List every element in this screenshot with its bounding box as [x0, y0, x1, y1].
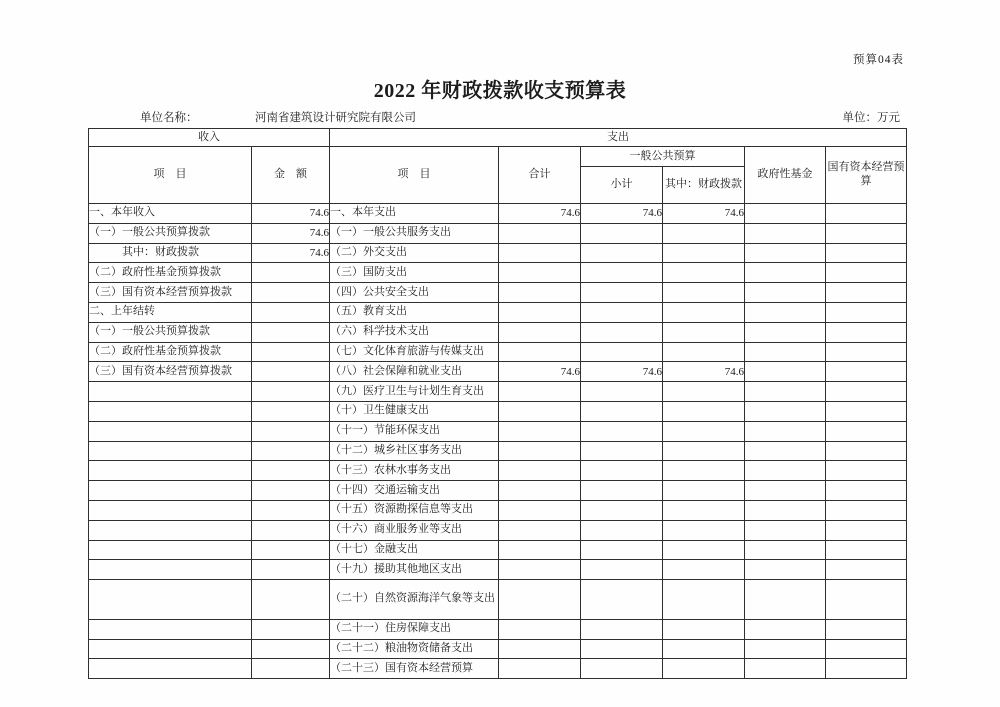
income-amount-cell — [252, 481, 330, 501]
state-capital-cell — [826, 263, 907, 283]
state-capital-cell — [826, 223, 907, 243]
table-row — [89, 322, 907, 342]
income-amount-cell — [252, 322, 330, 342]
fiscal-cell — [663, 481, 745, 501]
income-item-cell — [89, 619, 252, 639]
income-item-cell: （二）政府性基金预算拨款 — [89, 263, 252, 283]
subtotal-cell: 74.6 — [581, 204, 663, 224]
subtotal-cell — [581, 263, 663, 283]
gov-fund-cell — [745, 382, 826, 402]
subtotal-cell — [581, 223, 663, 243]
table-row — [89, 481, 907, 501]
expense-item-col-header: 项 目 — [330, 147, 499, 204]
table-row — [89, 659, 907, 679]
income-amount-cell: 74.6 — [252, 223, 330, 243]
table-row — [89, 639, 907, 659]
state-capital-cell — [826, 500, 907, 520]
state-capital-cell — [826, 560, 907, 580]
total-cell — [499, 619, 581, 639]
gov-fund-col-header: 政府性基金 — [745, 147, 826, 204]
fiscal-cell — [663, 560, 745, 580]
column-header-row-1 — [89, 147, 907, 167]
total-cell — [499, 401, 581, 421]
income-item-cell: （一）一般公共预算拨款 — [89, 223, 252, 243]
state-capital-cell — [826, 204, 907, 224]
gov-fund-cell — [745, 421, 826, 441]
income-item-cell — [89, 441, 252, 461]
income-item-cell: （三）国有资本经营预算拨款 — [89, 362, 252, 382]
fiscal-cell — [663, 580, 745, 620]
expense-item-cell: （三）国防支出 — [330, 263, 499, 283]
state-capital-cell — [826, 461, 907, 481]
total-cell — [499, 540, 581, 560]
income-item-col-header: 项 目 — [89, 147, 252, 204]
income-item-cell — [89, 401, 252, 421]
subtotal-cell — [581, 520, 663, 540]
fiscal-col-header: 其中：财政拨款 — [663, 167, 745, 204]
gov-fund-cell — [745, 283, 826, 303]
gov-fund-cell — [745, 322, 826, 342]
expense-item-cell: （八）社会保障和就业支出 — [330, 362, 499, 382]
income-item-cell — [89, 639, 252, 659]
total-cell — [499, 283, 581, 303]
expense-item-cell: （七）文化体育旅游与传媒支出 — [330, 342, 499, 362]
fiscal-cell — [663, 461, 745, 481]
state-capital-cell — [826, 302, 907, 322]
table-row — [89, 243, 907, 263]
income-amount-cell: 74.6 — [252, 204, 330, 224]
income-amount-cell — [252, 461, 330, 481]
income-amount-cell — [252, 441, 330, 461]
table-row — [89, 500, 907, 520]
gov-fund-cell — [745, 461, 826, 481]
budget-table — [88, 128, 907, 679]
fiscal-cell: 74.6 — [663, 362, 745, 382]
expense-item-cell: （十）卫生健康支出 — [330, 401, 499, 421]
gov-fund-cell — [745, 481, 826, 501]
gov-fund-cell — [745, 342, 826, 362]
total-cell — [499, 461, 581, 481]
income-amount-cell — [252, 401, 330, 421]
expense-item-cell: （一）一般公共服务支出 — [330, 223, 499, 243]
gov-fund-cell — [745, 204, 826, 224]
subtotal-cell — [581, 302, 663, 322]
subtotal-cell — [581, 580, 663, 620]
subtotal-cell — [581, 540, 663, 560]
state-capital-cell — [826, 322, 907, 342]
income-item-cell — [89, 461, 252, 481]
state-capital-cell — [826, 659, 907, 679]
total-cell — [499, 342, 581, 362]
gov-fund-cell — [745, 302, 826, 322]
total-cell — [499, 243, 581, 263]
fiscal-cell — [663, 639, 745, 659]
general-public-budget-header: 一般公共预算 — [581, 147, 745, 167]
expense-item-cell: （十六）商业服务业等支出 — [330, 520, 499, 540]
fiscal-cell — [663, 500, 745, 520]
page-title: 2022 年财政拨款收支预算表 — [373, 80, 627, 102]
total-cell — [499, 481, 581, 501]
fiscal-cell — [663, 401, 745, 421]
total-cell — [499, 223, 581, 243]
fiscal-cell — [663, 659, 745, 679]
gov-fund-cell — [745, 639, 826, 659]
expense-section-header: 支出 — [330, 129, 907, 147]
income-amount-cell — [252, 421, 330, 441]
income-amount-cell — [252, 500, 330, 520]
total-cell — [499, 500, 581, 520]
table-row — [89, 461, 907, 481]
income-item-cell — [89, 382, 252, 402]
income-amount-cell: 74.6 — [252, 243, 330, 263]
subtotal-cell — [581, 401, 663, 421]
unit-of-measure-label: 单位：万元 — [842, 112, 900, 124]
gov-fund-cell — [745, 540, 826, 560]
total-cell: 74.6 — [499, 362, 581, 382]
meta-row — [0, 109, 1000, 125]
state-capital-cell — [826, 421, 907, 441]
income-item-cell — [89, 520, 252, 540]
fiscal-cell — [663, 421, 745, 441]
income-item-cell: （二）政府性基金预算拨款 — [89, 342, 252, 362]
fiscal-cell — [663, 520, 745, 540]
income-item-cell: 二、上年结转 — [89, 302, 252, 322]
expense-item-cell: （四）公共安全支出 — [330, 283, 499, 303]
gov-fund-cell — [745, 520, 826, 540]
state-capital-cell — [826, 362, 907, 382]
subtotal-cell — [581, 322, 663, 342]
subtotal-cell — [581, 560, 663, 580]
income-item-cell — [89, 580, 252, 620]
income-amount-cell — [252, 619, 330, 639]
total-cell — [499, 520, 581, 540]
gov-fund-cell — [745, 560, 826, 580]
state-capital-cell — [826, 520, 907, 540]
fiscal-cell — [663, 302, 745, 322]
income-amount-cell — [252, 540, 330, 560]
table-row — [89, 520, 907, 540]
gov-fund-cell — [745, 659, 826, 679]
income-item-cell — [89, 659, 252, 679]
income-amount-cell — [252, 342, 330, 362]
subtotal-cell — [581, 619, 663, 639]
fiscal-cell — [663, 263, 745, 283]
income-item-cell — [89, 421, 252, 441]
income-amount-cell — [252, 580, 330, 620]
expense-item-cell: （二十三）国有资本经营预算 — [330, 659, 499, 679]
fiscal-cell — [663, 322, 745, 342]
expense-item-cell: （二十一）住房保障支出 — [330, 619, 499, 639]
subtotal-cell — [581, 461, 663, 481]
total-cell — [499, 441, 581, 461]
expense-item-cell: （五）教育支出 — [330, 302, 499, 322]
fiscal-cell — [663, 540, 745, 560]
gov-fund-cell — [745, 580, 826, 620]
state-capital-cell — [826, 580, 907, 620]
expense-item-cell: （六）科学技术支出 — [330, 322, 499, 342]
subtotal-cell — [581, 659, 663, 679]
state-capital-col-header: 国有资本经营预算 — [826, 147, 907, 204]
state-capital-cell — [826, 441, 907, 461]
income-item-cell — [89, 481, 252, 501]
section-header-row — [89, 129, 907, 147]
subtotal-cell — [581, 639, 663, 659]
income-amount-cell — [252, 639, 330, 659]
fiscal-cell — [663, 243, 745, 263]
fiscal-cell — [663, 441, 745, 461]
income-item-cell: （一）一般公共预算拨款 — [89, 322, 252, 342]
gov-fund-cell — [745, 243, 826, 263]
subtotal-cell — [581, 283, 663, 303]
income-item-cell — [89, 540, 252, 560]
total-cell — [499, 560, 581, 580]
expense-item-cell: （十二）城乡社区事务支出 — [330, 441, 499, 461]
subtotal-cell: 74.6 — [581, 362, 663, 382]
state-capital-cell — [826, 243, 907, 263]
fiscal-cell — [663, 342, 745, 362]
fiscal-cell — [663, 382, 745, 402]
budget-table-body — [89, 204, 907, 679]
state-capital-cell — [826, 382, 907, 402]
subtotal-cell — [581, 342, 663, 362]
table-tag: 预算04表 — [853, 54, 904, 66]
unit-name-label: 单位名称： — [140, 112, 198, 124]
fiscal-cell: 74.6 — [663, 204, 745, 224]
state-capital-cell — [826, 540, 907, 560]
table-row — [89, 580, 907, 620]
table-row — [89, 401, 907, 421]
income-amount-cell — [252, 382, 330, 402]
expense-item-cell: （十一）节能环保支出 — [330, 421, 499, 441]
expense-item-cell: （十七）金融支出 — [330, 540, 499, 560]
subtotal-cell — [581, 500, 663, 520]
table-row — [89, 382, 907, 402]
fiscal-cell — [663, 619, 745, 639]
table-row — [89, 342, 907, 362]
expense-item-cell: 一、本年支出 — [330, 204, 499, 224]
gov-fund-cell — [745, 263, 826, 283]
table-row — [89, 223, 907, 243]
income-amount-cell — [252, 302, 330, 322]
subtotal-cell — [581, 382, 663, 402]
expense-item-cell: （二）外交支出 — [330, 243, 499, 263]
total-cell — [499, 659, 581, 679]
income-section-header: 收入 — [89, 129, 330, 147]
total-cell — [499, 382, 581, 402]
income-amount-cell — [252, 283, 330, 303]
total-cell — [499, 322, 581, 342]
total-col-header: 合计 — [499, 147, 581, 204]
state-capital-cell — [826, 619, 907, 639]
expense-item-cell: （十九）援助其他地区支出 — [330, 560, 499, 580]
subtotal-cell — [581, 243, 663, 263]
table-row — [89, 441, 907, 461]
subtotal-col-header: 小计 — [581, 167, 663, 204]
table-row — [89, 540, 907, 560]
state-capital-cell — [826, 401, 907, 421]
income-amount-cell — [252, 263, 330, 283]
budget-table-header — [89, 129, 907, 204]
gov-fund-cell — [745, 401, 826, 421]
income-item-cell: 其中：财政拨款 — [89, 243, 252, 263]
expense-item-cell: （十五）资源勘探信息等支出 — [330, 500, 499, 520]
income-amount-cell — [252, 520, 330, 540]
gov-fund-cell — [745, 362, 826, 382]
total-cell — [499, 580, 581, 620]
table-row — [89, 560, 907, 580]
table-row — [89, 302, 907, 322]
expense-item-cell: （二十二）粮油物资储备支出 — [330, 639, 499, 659]
subtotal-cell — [581, 481, 663, 501]
income-item-cell — [89, 500, 252, 520]
table-row — [89, 421, 907, 441]
fiscal-cell — [663, 283, 745, 303]
expense-item-cell: （十三）农林水事务支出 — [330, 461, 499, 481]
gov-fund-cell — [745, 441, 826, 461]
total-cell — [499, 302, 581, 322]
subtotal-cell — [581, 421, 663, 441]
total-cell: 74.6 — [499, 204, 581, 224]
table-row — [89, 619, 907, 639]
expense-item-cell: （十四）交通运输支出 — [330, 481, 499, 501]
expense-item-cell: （九）医疗卫生与计划生育支出 — [330, 382, 499, 402]
income-amount-cell — [252, 362, 330, 382]
table-row — [89, 283, 907, 303]
income-item-cell — [89, 560, 252, 580]
total-cell — [499, 421, 581, 441]
total-cell — [499, 639, 581, 659]
income-amount-col-header: 金 额 — [252, 147, 330, 204]
total-cell — [499, 263, 581, 283]
state-capital-cell — [826, 342, 907, 362]
unit-name-value: 河南省建筑设计研究院有限公司 — [255, 112, 416, 124]
income-item-cell: 一、本年收入 — [89, 204, 252, 224]
income-item-cell: （三）国有资本经营预算拨款 — [89, 283, 252, 303]
income-amount-cell — [252, 560, 330, 580]
subtotal-cell — [581, 441, 663, 461]
gov-fund-cell — [745, 619, 826, 639]
state-capital-cell — [826, 639, 907, 659]
table-row — [89, 263, 907, 283]
table-row — [89, 204, 907, 224]
fiscal-cell — [663, 223, 745, 243]
expense-item-cell: （二十）自然资源海洋气象等支出 — [330, 580, 499, 620]
state-capital-cell — [826, 481, 907, 501]
state-capital-cell — [826, 283, 907, 303]
table-row — [89, 362, 907, 382]
gov-fund-cell — [745, 223, 826, 243]
income-amount-cell — [252, 659, 330, 679]
gov-fund-cell — [745, 500, 826, 520]
